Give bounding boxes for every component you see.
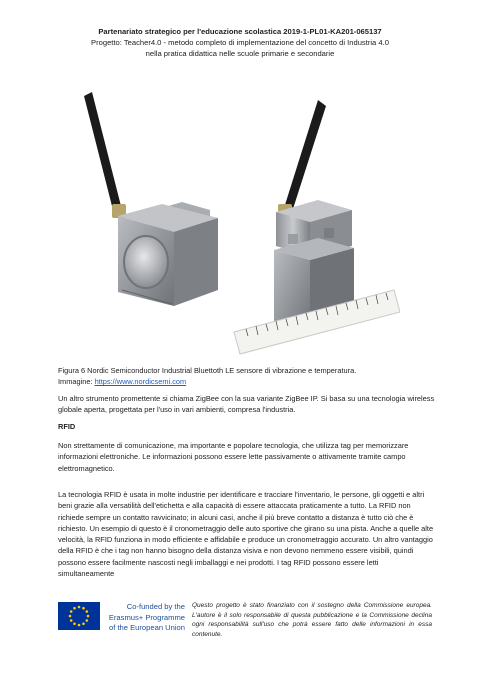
- header-project-subline: nella pratica didattica nelle scuole primarie e secondarie: [145, 49, 335, 58]
- header-title: Partenariato strategico per l'educazione scolastica 2019-1-PL01-KA201-065137: [98, 27, 382, 36]
- paragraph-rfid-intro: Non strettamente di comunicazione, ma importante e popolare tecnologia, che utilizza tag per memorizzare informazioni elettroniche. Le informazioni possono essere lette passivamente o attivamente tramite campo elettromagnetico.: [58, 441, 409, 473]
- caption-text: Figura 6 Nordic Semiconductor Industrial Bluettoth LE sensore di vibrazione e temperatura.: [58, 366, 357, 375]
- cofunded-line-2: Erasmus+ Programme: [108, 612, 185, 622]
- figure-caption: [58, 365, 436, 388]
- source-link[interactable]: https://www.nordicsemi.com: [94, 377, 187, 387]
- sensor-photo: [78, 84, 400, 356]
- section-heading-rfid: RFID: [58, 422, 76, 431]
- left-antenna: [84, 92, 126, 218]
- eu-flag-icon: [58, 602, 100, 630]
- paragraph-zigbee: Un altro strumento promettente si chiama ZigBee con la sua variante ZigBee IP. Si basa su una tecnologia wireless globale aperta, progettata per l'uso in vari ambienti, compresa l'industria.: [58, 394, 435, 415]
- right-antenna: [278, 100, 326, 216]
- source-prefix: Immagine:: [58, 377, 95, 387]
- cofunded-line-1: Co-funded by the: [126, 602, 185, 611]
- paragraph-rfid-details: La tecnologia RFID è usata in molte industrie per identificare e tracciare l'inventario, le persone, gli oggetti e altri beni grazie alla versatilità dell'etichetta e alla capacità di essere attaccata praticamente a tutto. La RFID non richiede sempre un contatto ravvicinato; in alcuni casi, anche il più breve contatto a distanza è tutto ciò che è richiesto. Un esempio di questo è il cronometraggio delle auto sportive che girano su una pista. Anche a quelle alte velocità, la RFID funziona in modo efficiente e affidabile e produce un cronometraggio accurato. Un altro vantaggio della RFID è che i tag non hanno bisogno della distanza visiva e non devono nemmeno essere visibili, quindi possono essere facilmente nascosti negli imballaggi e nei prodotti. I tag RFID possono essere letti simultaneamente: [58, 490, 434, 579]
- caption-source: [58, 376, 436, 387]
- eu-disclaimer: Questo progetto è stato finanziato con il sostegno della Commissione europea. L'autore è il solo responsabile di questa pubblicazione e la Commissione declina ogni responsabilità sull'uso che potrà essere fatto delle informazioni in essa contenute.: [192, 602, 432, 638]
- left-sensor: [118, 202, 218, 306]
- cofunded-line-3: of the European Union: [109, 623, 185, 632]
- cofunded-label: [105, 602, 185, 634]
- header-project-line: Progetto: Teacher4.0 - metodo completo di implementazione del concetto di Industria 4.0: [91, 38, 389, 47]
